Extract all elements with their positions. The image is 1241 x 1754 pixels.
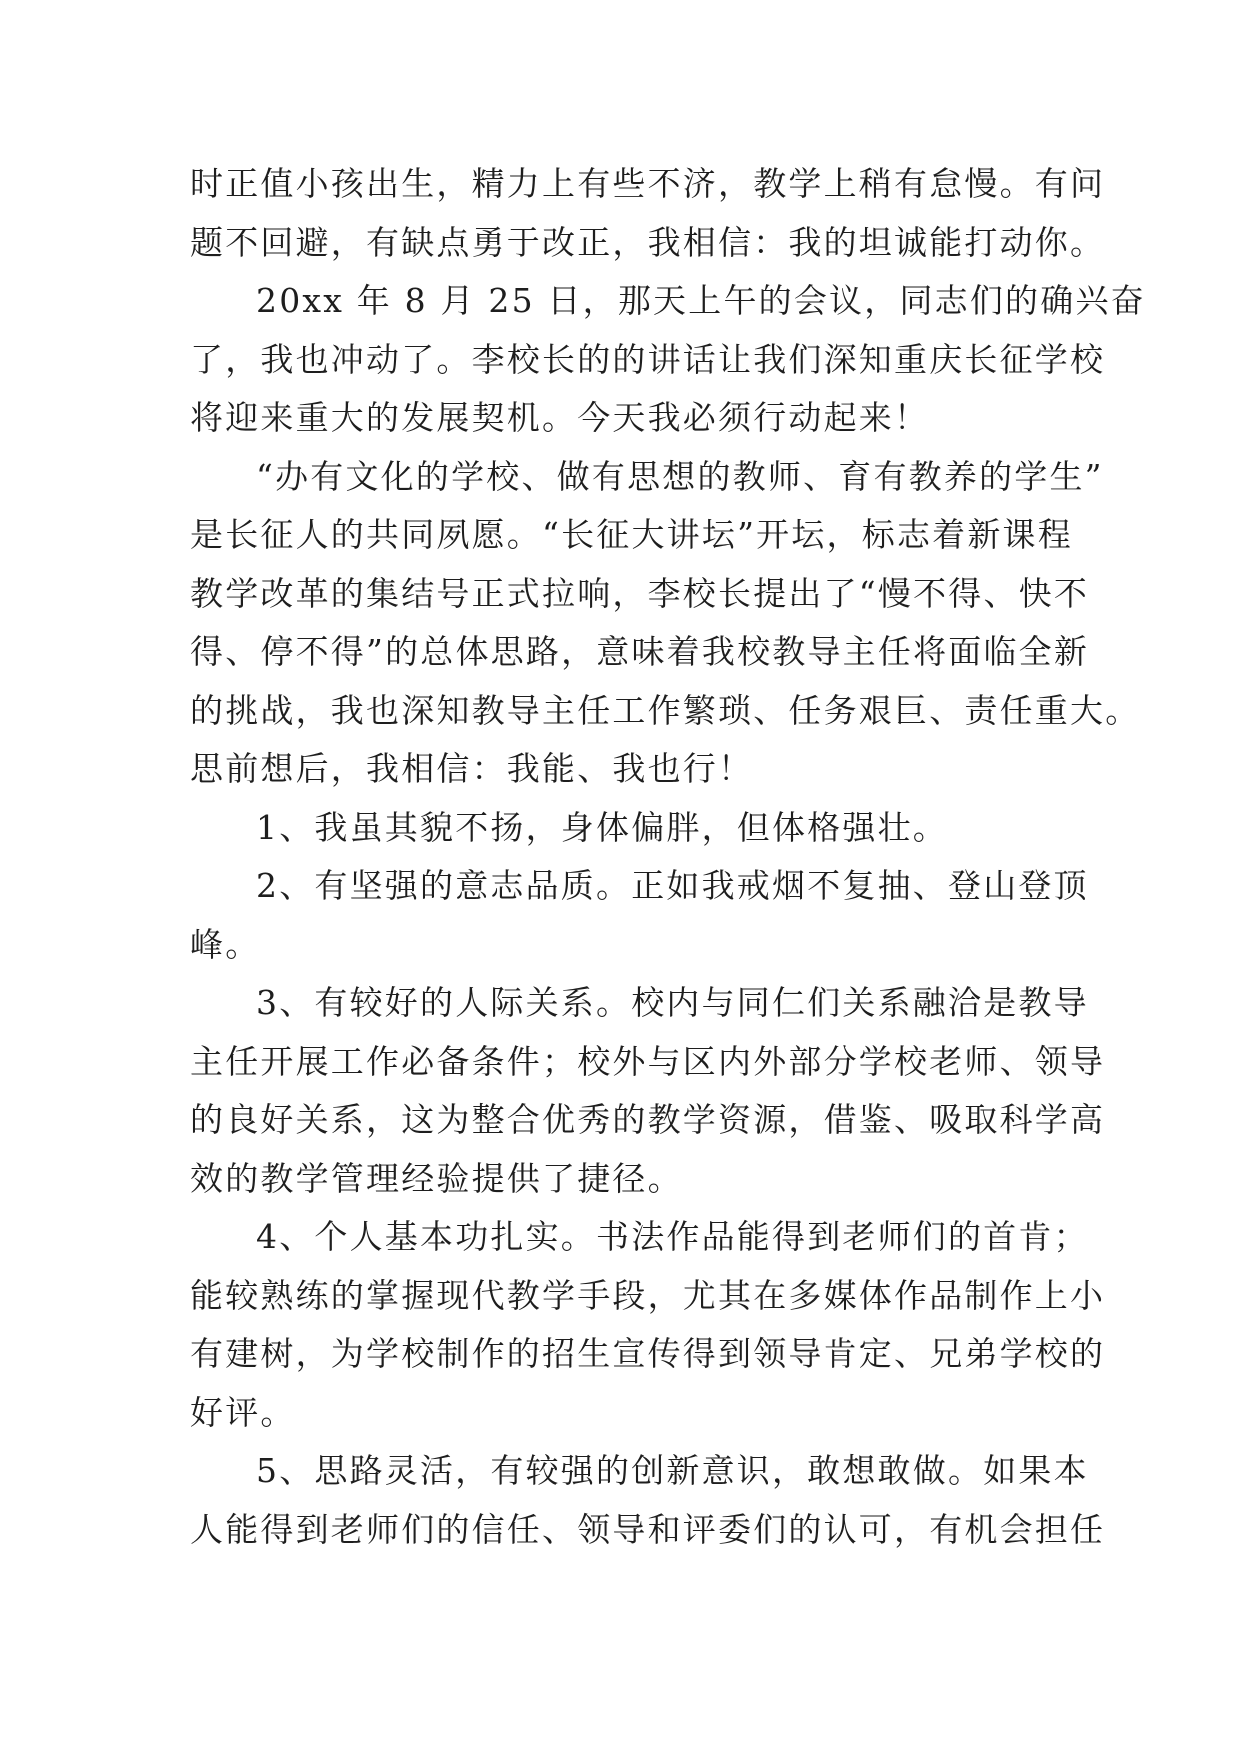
paragraph-4 [190, 799, 1060, 858]
text-line: 峰。 [190, 924, 261, 964]
text-line: 2、有坚强的意志品质。正如我戒烟不复抽、登山登顶 [256, 866, 1089, 905]
text-line: 4、个人基本功扎实。书法作品能得到老师们的首肯； [256, 1217, 1089, 1256]
text-line: 的挑战，我也深知教导主任工作繁琐、任务艰巨、责任重大。 [190, 690, 1141, 730]
text-line: 主任开展工作必备条件；校外与区内外部分学校老师、领导 [190, 1041, 1106, 1081]
paragraph-3 [190, 448, 1141, 799]
text-line: 题不回避，有缺点勇于改正，我相信：我的坦诚能打动你。 [190, 222, 1106, 262]
paragraph-1 [190, 155, 1106, 272]
text-line: 是长征人的共同夙愿。“长征大讲坛”开坛，标志着新课程 [190, 515, 1073, 554]
text-line: 将迎来重大的发展契机。今天我必须行动起来！ [190, 398, 930, 437]
text-line: 1、我虽其貌不扬，身体偏胖，但体格强壮。 [256, 807, 948, 847]
text-line: 得、停不得”的总体思路，意味着我校教导主任将面临全新 [190, 632, 1090, 671]
text-line: 思前想后，我相信：我能、我也行！ [190, 749, 754, 788]
paragraph-2 [190, 272, 1146, 448]
text-line: 教学改革的集结号正式拉响，李校长提出了“慢不得、快不 [190, 573, 1090, 613]
document-body [190, 155, 1146, 1559]
text-line: 的良好关系，这为整合优秀的教学资源，借鉴、吸取科学高 [190, 1100, 1106, 1139]
text-line: 20xx 年 8 月 25 日，那天上午的会议，同志们的确兴奋 [256, 281, 1146, 320]
paragraph-5 [190, 857, 1089, 974]
paragraph-8 [190, 1442, 1106, 1559]
text-line: 效的教学管理经验提供了捷径。 [190, 1158, 683, 1198]
text-line: 有建树，为学校制作的招生宣传得到领导肯定、兄弟学校的 [190, 1334, 1106, 1373]
text-line: 人能得到老师们的信任、领导和评委们的认可，有机会担任 [190, 1509, 1106, 1549]
text-line: “办有文化的学校、做有思想的教师、育有教养的学生” [256, 456, 1104, 496]
text-line: 了，我也冲动了。李校长的的讲话让我们深知重庆长征学校 [190, 339, 1106, 379]
text-line: 3、有较好的人际关系。校内与同仁们关系融洽是教导 [256, 983, 1089, 1022]
paragraph-7 [190, 1208, 1106, 1442]
text-line: 时正值小孩出生，精力上有些不济，教学上稍有怠慢。有问 [190, 164, 1106, 203]
text-line: 好评。 [190, 1392, 296, 1432]
paragraph-6 [190, 974, 1106, 1208]
text-line: 5、思路灵活，有较强的创新意识，敢想敢做。如果本 [256, 1451, 1089, 1490]
text-line: 能较熟练的掌握现代教学手段，尤其在多媒体作品制作上小 [190, 1275, 1106, 1315]
